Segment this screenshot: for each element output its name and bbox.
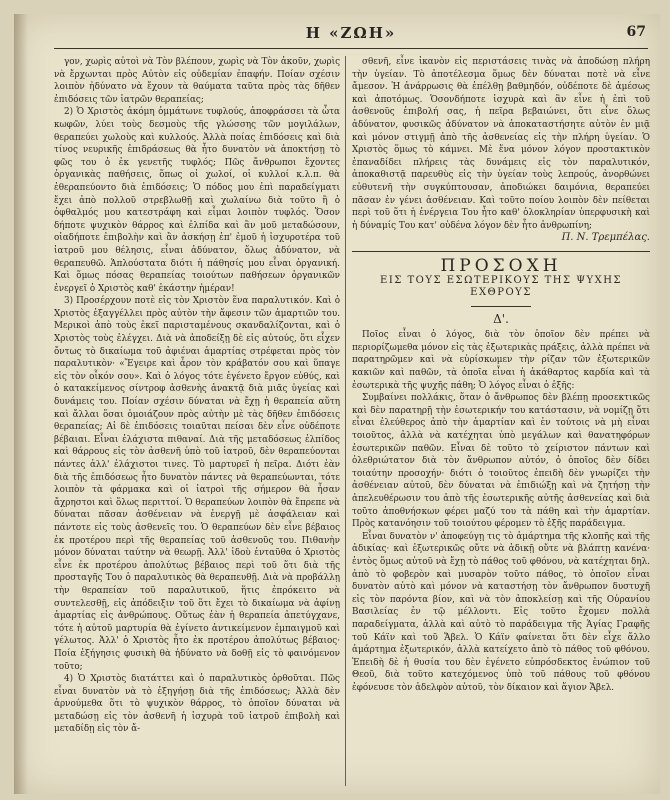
publication-title: Η «ΖΩΗ» [305, 24, 397, 42]
body-paragraph: 4) Ὁ Χριστὸς διατάττει καὶ ὁ παραλυτικὸς ὀρθοῦται. Πῶς εἶναι δυνατὸν νὰ τὸ ἐξηγήσῃ διὰ τῆς ἐπιδόσεως; Ἀλλὰ δὲν ἀρνούμεθα ὅτι τὸ ψυχικὸν θάρρος, τὸ ὁποῖον δύναται νὰ μεταδώσῃ εἰς τὸν ἀσθενῆ ἡ ἰσχυρὰ τοῦ ἰατροῦ ἐπιβολὴ καὶ μεταδίδῃ εἰς τὸν ἄ- [54, 674, 340, 735]
body-paragraph: σθενῆ, εἶνε ἱκανὸν εἰς περιστάσεις τινὰς νὰ ἀποδώσῃ πλήρη τὴν ὑγείαν. Τὸ ἀποτέλεσμα ὅμως δὲν δύναται ποτὲ νὰ εἶνε ἄμεσον. Ἡ ἀνάρρωσις θὰ ἐπέλθῃ βαθμηδόν, οὐδέποτε δὲ ἀμέσως καὶ ἀποτόμως. Ὁσονδήποτε ἰσχυρὰ καὶ ἂν εἶνε ἡ ἐπὶ τοῦ ἀσθενοῦς ἐπιβολή σας, ἡ πεῖρα βεβαιώνει, ὅτι εἶνε ὅλως ἀδύνατον, φυσικῶς ἀδύνατον νὰ ἀποκαταστήσητε αὐτὸν ἐν μιᾷ καὶ μόνον στιγμῇ ἀπὸ τῆς ἀσθενείας εἰς τὴν πλήρη ὑγείαν. Ὁ Χριστὸς ὅμως τὸ κάμνει. Μὲ ἕνα μόνον λόγον προστακτικὸν ἐπαναδίδει πλήρεις τὰς δυνάμεις εἰς τὸν παραλυτικόν, ἀποκαθιστᾷ παρευθὺς εἰς τὴν ὑγείαν τοὺς λεπρούς, ἀνορθώνει εὐθυτενῆ τὴν συγκύπτουσαν, ἀποδιώκει δαιμόνια, θεραπεύει πᾶσαν ἐν γένει ἀσθένειαν. Καὶ τοῦτο ποίου λοιπὸν δὲν πείθεται περὶ τοῦ ὅτι ἡ ἐνέργεια Του ἦτο καθ' ὁλοκληρίαν ὑπερφυσικὴ καὶ ἡ δύναμίς Του κατ' οὐδένα λόγον δὲν ἦτο ἀνθρωπίνη; [352, 57, 650, 231]
right-column [352, 56, 650, 786]
page-number: 67 [626, 24, 646, 40]
author-signature: Π. Ν. Τρεμπέλας. [561, 232, 650, 244]
section-number: Δ'. [493, 311, 509, 326]
subtitle-rule [471, 306, 531, 307]
page-fold-shadow [14, 14, 28, 794]
newspaper-page [14, 14, 660, 794]
left-column [54, 56, 340, 786]
article-paragraph: Εἶναι δυνατὸν ν' ἀποφεύγῃ τις τὸ ἁμάρτημα τῆς κλοπῆς καὶ τῆς ἀδικίας· καὶ ἐξωτερικῶς οὔτε νὰ ἀδικῇ οὔτε νὰ βλάπτῃ κανένα· ἐντὸς ὅμως αὐτοῦ νὰ ἔχῃ τὸ πάθος τοῦ φθόνου, νὰ κατέχηται δηλ. ἀπὸ τὸ φοβερὸν καὶ μυσαρὸν τοῦτο πάθος, τὸ ὁποῖον εἶναι δυνατὸν αὐτὸ καὶ μόνον νὰ καταστήσῃ τὸν ἄνθρωπον δυστυχῆ εἰς τὸν παρόντα βίον, καὶ νὰ τὸν ἀποκλείσῃ καὶ τῆς Οὐρανίου Βασιλείας ἐν τῷ μέλλοντι. Εἰς τοῦτο ἔχομεν πολλὰ παραδείγματα, ἀλλὰ καὶ αὐτὸ τὸ παράδειγμα τῆς Ἁγίας Γραφῆς τοῦ Κάϊν καὶ τοῦ Ἄβελ. Ὁ Κάϊν φαίνεται ὅτι δὲν εἶχε ἄλλο ἁμάρτημα ἐξωτερικόν, ἀλλὰ κατείχετο ἀπὸ τὸ πάθος τοῦ φθόνου. Ἐπειδὴ δὲ ἡ θυσία του δὲν ἐγένετο εὐπρόσδεκτος ἐνώπιον τοῦ Θεοῦ, διὰ τοῦτο κατεχόμενος ὑπὸ τοῦ πάθους τοῦ φθόνου ἐφόνευσε τὸν ἀδελφὸν αὐτοῦ, τὸν δίκαιον καὶ ἅγιον Ἄβελ. [352, 531, 650, 693]
article-paragraph: Ποῖος εἶναι ὁ λόγος, διὰ τὸν ὁποῖον δὲν πρέπει νὰ περιορίζωμεθα μόνον εἰς τὰς ἐξωτερικὰς πράξεις, ἀλλὰ πρέπει νὰ παρατηρῶμεν καὶ νὰ εὑρίσκωμεν τὴν ρίζαν τῶν ἐξωτερικῶν κακιῶν καὶ παθῶν, τὰ ὁποῖα εἶναι ἡ ἀκάθαρτος καρδία καὶ τὰ ἐσωτερικὰ τῆς ψυχῆς πάθη; Ὁ λόγος εἶναι ὁ ἑξῆς: [352, 330, 650, 391]
body-paragraph: 2) Ὁ Χριστὸς ἀκόμη ὀμμάτωνε τυφλούς, ἀποφράσσει τὰ ὦτα κωφῶν, λύει τοὺς δεσμοὺς τῆς γλώσσης τῶν μογιλάλων, θεραπεύει χωλοὺς καὶ κυλλούς. Ἀλλὰ ποίας ἐπιδόσεις καὶ διὰ τίνος νευρικῆς ἐπιδράσεως θὰ ἦτο δυνατὸν νὰ ἀποκτήσῃ τὸ φῶς του ὁ ἐκ γενετῆς τυφλός; Πῶς ἄνθρωποι ἔχοντες ὀργανικὰς παθήσεις, ὅπως οἱ χωλοί, οἱ κυλλοί κ.λ.π. θὰ ἐθεραπεύοντο διὰ ἐπιδόσεις; Ὁ πόδος μου ἐπὶ παραδείγματι ἔχει ἀπὸ πολλοῦ στρεβλωθῇ καὶ χωλαίνω διὰ τοῦτο ἢ ὁ ὀφθαλμός μου κατεστράφη καὶ εἶμαι λοιπὸν τυφλός. Ὅσον δήποτε ψυχικὸν θάρρος καὶ ἐλπίδα καὶ ἂν μοῦ μεταδώσουν, οἰαδήποτε ἐπιβολὴν καὶ ἂν ἀσκήσῃ ἐπ' ἐμοῦ ἡ ἰσχυροτέρα τοῦ ἰατροῦ μου θέλησις, εἶναι ἀδύνατον, ὅλως ἀδύνατον, νὰ θεραπευθῶ. Ἁπλούστατα διότι ἡ πάθησίς μου εἶναι ὀργανική. Καὶ ὅμως πόσας θεραπείας τοιούτων παθήσεων ὀργανικῶν ἐνεργεῖ ὁ Χριστὸς καθ' ἑκάστην ἡμέραν! [54, 107, 340, 294]
column-divider [345, 56, 346, 786]
article-title: ΠΡΟΣΟΧΗ [440, 255, 562, 276]
body-paragraph: γον, χωρὶς αὐτοὶ νὰ Τὸν βλέπουν, χωρὶς νὰ Τὸν ἀκοῦν, χωρὶς νὰ ἔρχωνται πρὸς Αὐτὸν εἰς οὐδεμίαν ἐπαφήν. Ποίαν σχέσιν λοιπὸν ἠδύνατο νὰ ἔχουν τὰ θαύματα ταῦτα πρὸς τὰς δῆθεν ἐπιδόσεις τῶν ἰατρῶν θεραπείας; [54, 57, 340, 105]
article-paragraph: Συμβαίνει πολλάκις, ὅταν ὁ ἄνθρωπος δὲν βλέπῃ προσεκτικῶς καὶ δὲν παρατηρῇ τὴν ἐσωτερικήν του κατάστασιν, νὰ νομίζῃ ὅτι εἶναι ἐλεύθερος ἀπὸ τὴν ἁμαρτίαν καὶ ἐν τούτοις νὰ μὴ εἶναι τοιοῦτος, ἀλλὰ νὰ κατέχηται ὑπὸ μεγάλων καὶ θανατηφόρων ἐσωτερικῶν παθῶν. Εἶναι δὲ τοῦτο τὸ χείριστον πάντων καὶ ὀλεθριώτατον διὰ τὸν ἄνθρωπον αὐτόν, ὁ ὁποῖος δὲν δίδει τοιαύτην προσοχήν· διότι ὁ τοιοῦτος ἐπειδὴ δὲν γνωρίζει τὴν ἀσθένειαν αὐτοῦ, δὲν δύναται νὰ ἐπιδιώξῃ καὶ νὰ ζητήσῃ τὴν ἀπελευθέρωσιν του ἀπὸ τῆς ἐσωτερικῆς αὐτῆς ἀσθενείας καὶ διὰ τοῦτο ἀποθνήσκων φέρει μαζύ του τὰ πάθη καὶ τὴν ἁμαρτίαν. Πρὸς κατανόησιν τοῦ τοιούτου φέρομεν τὸ ἑξῆς παράδειγμα. [352, 393, 650, 530]
page-header [54, 22, 648, 49]
article-separator [352, 251, 650, 252]
body-paragraph: 3) Προσέρχουν ποτὲ εἰς τὸν Χριστὸν ἕνα παραλυτικόν. Καὶ ὁ Χριστὸς ἐξαγγέλλει πρὸς αὐτὸν τὴν ἄφεσιν τῶν ἁμαρτιῶν του. Μερικοὶ ἀπὸ τοὺς ἐκεῖ παρισταμένους σκανδαλίζονται, καὶ ὁ Χριστὸς τοὺς ἐλέγχει. Διὰ νὰ ἀποδείξῃ δὲ εἰς αὐτούς, ὅτι εἶχεν ὄντως τὸ δικαίωμα τοῦ ἀφιέναι ἁμαρτίας στρέφεται πρὸς τὸν παραλυτικὸν· «Ἔγειρε καὶ ἆρον τὸν κράβατόν σου καὶ ὕπαγε εἰς τὸν οἶκόν σου». Καὶ ὁ λόγος τότε ἐγένετο ἔργον εὐθύς, καὶ ὁ κατακείμενος σίντροφ ἀσθενὴς ἀνακτᾷ διὰ μιᾶς ὑγείας καὶ δυνάμεις του. Ποίαν σχέσιν δύναται νὰ ἔχῃ ἡ θεραπεία αὕτη καὶ ἄλλαι ὅσαι ὁμοιάζουν πρὸς αὐτὴν μὲ τὰς δῆθεν ἐπιδόσεις θεραπείας; Αἱ δὲ ἐπιδόσεις τοιαῦται πείσαι δὲν εἶνε οὐδέποτε βέβαιαι. Εἶναι ἐλάχιστα πιθαναί. Διὰ τῆς μεταδόσεως ἐλπίδος καὶ θάρρους εἰς τὸν ἀσθενῆ ὑπὸ τοῦ ἰατροῦ, δὲν θεραπεύονται πάντες ἀλλ' ἐλάχιστοι τινες. Τὸ μαρτυρεῖ ἡ πεῖρα. Διότι ἐὰν διὰ τῆς ἐπιδόσεως ἦτο δυνατὸν πάντες νὰ θεραπεύωνται, τότε λοιπὸν τὰ φάρμακα καὶ οἱ ἰατροὶ τῆς σήμερον θὰ ἦσαν ἄχρηστοι καὶ ὅλως περιττοί. Ὁ θεραπεύων λοιπὸν θὰ ἔπρεπε νὰ δύναται πᾶσαν ἀσθένειαν νὰ ἐνεργῇ μὲ ἀσφάλειαν καὶ πάντοτε εἰς τοὺς ἀσθενεῖς του. Ὁ θεραπεύων δὲν εἶνε βέβαιος ἐκ προτέρου περὶ τῆς θεραπείας τοῦ ἀσθενοῦς του. Πιθανὴν μόνον δύναται ταύτην νὰ θεωρῇ. Ἀλλ' ἰδοὺ ἐνταῦθα ὁ Χριστὸς εἶνε ἐκ προτέρου ἀπολύτως βέβαιος περὶ τοῦ ὅτι διὰ τῆς προσταγῆς Του ὁ παραλυτικὸς θὰ θεραπευθῇ. Διὰ νὰ προβάλλῃ τὴν θεραπείαν τοῦ παραλυτικοῦ, ἥτις ἐπρόκειτο νὰ συντελεσθῇ, εἰς ἀπόδειξιν τοῦ ὅτι ἔχει τὸ δικαίωμα νὰ ἀφίνῃ ἁμαρτίας εἰς ἀνθρώπους. Οὕτως ἐὰν ἡ θεραπεία ἀπετύγχανε, τότε ἡ αὐτοῦ μαρτυρία θὰ ἐγίνετο ἀντικείμενον ἐμπαιγμοῦ καὶ γέλωτος. Ἀλλ' ὁ Χριστὸς ἦτο ἐκ προτέρου ἀπολύτως βέβαιος· Ποία ἐξήγησις φυσικὴ θὰ ἠδύνατο νὰ δοθῇ εἰς τὸ φαινόμενον τοῦτο; [54, 296, 340, 672]
article-subtitle: ΕΙΣ ΤΟΥΣ ΕΣΩΤΕΡΙΚΟΥΣ ΤΗΣ ΨΥΧΗΣ ΕΧΘΡΟΥΣ [380, 274, 622, 299]
